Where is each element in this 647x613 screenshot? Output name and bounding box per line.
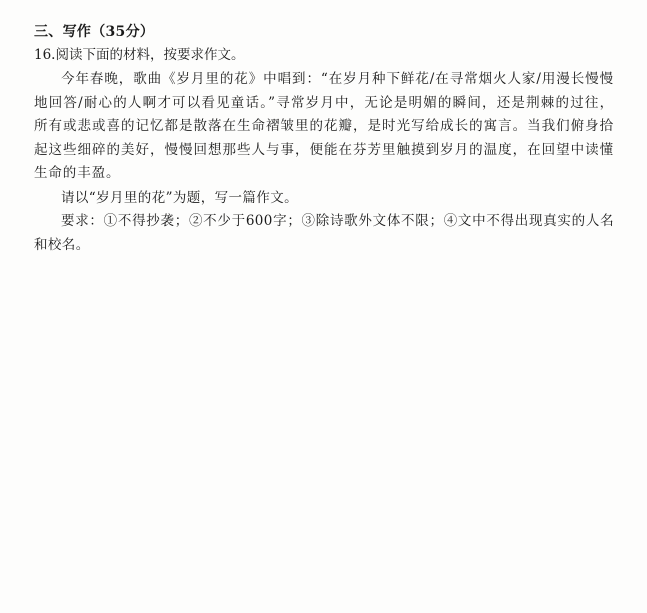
essay-prompt: 请以“岁月里的花”为题，写一篇作文。 <box>61 189 299 206</box>
section-title: 三、写作（35分） <box>34 24 155 40</box>
essay-requirements: 要求：①不得抄袭；②不少于600字；③除诗歌外文体不限；④文中不得出现真实的人名和校名。 <box>34 213 614 253</box>
writing-section <box>34 22 614 257</box>
material-paragraph: 今年春晚，歌曲《岁月里的花》中唱到：“在岁月种下鲜花/在寻常烟火人家/用漫长慢慢地回答/耐心的人啊才可以看见童话。”寻常岁月中，无论是明媚的瞬间，还是荆棘的过往，所有或悲或喜的记忆都是散落在生命褶皱里的花瓣，是时光写给成长的寓言。当我们俯身拾起这些细碎的美好，慢慢回想那些人与事，便能在芬芳里触摸到岁月的温度，在回望中读懂生命的丰盈。 <box>34 71 614 181</box>
question-heading: 16.阅读下面的材料，按要求作文。 <box>34 47 245 63</box>
